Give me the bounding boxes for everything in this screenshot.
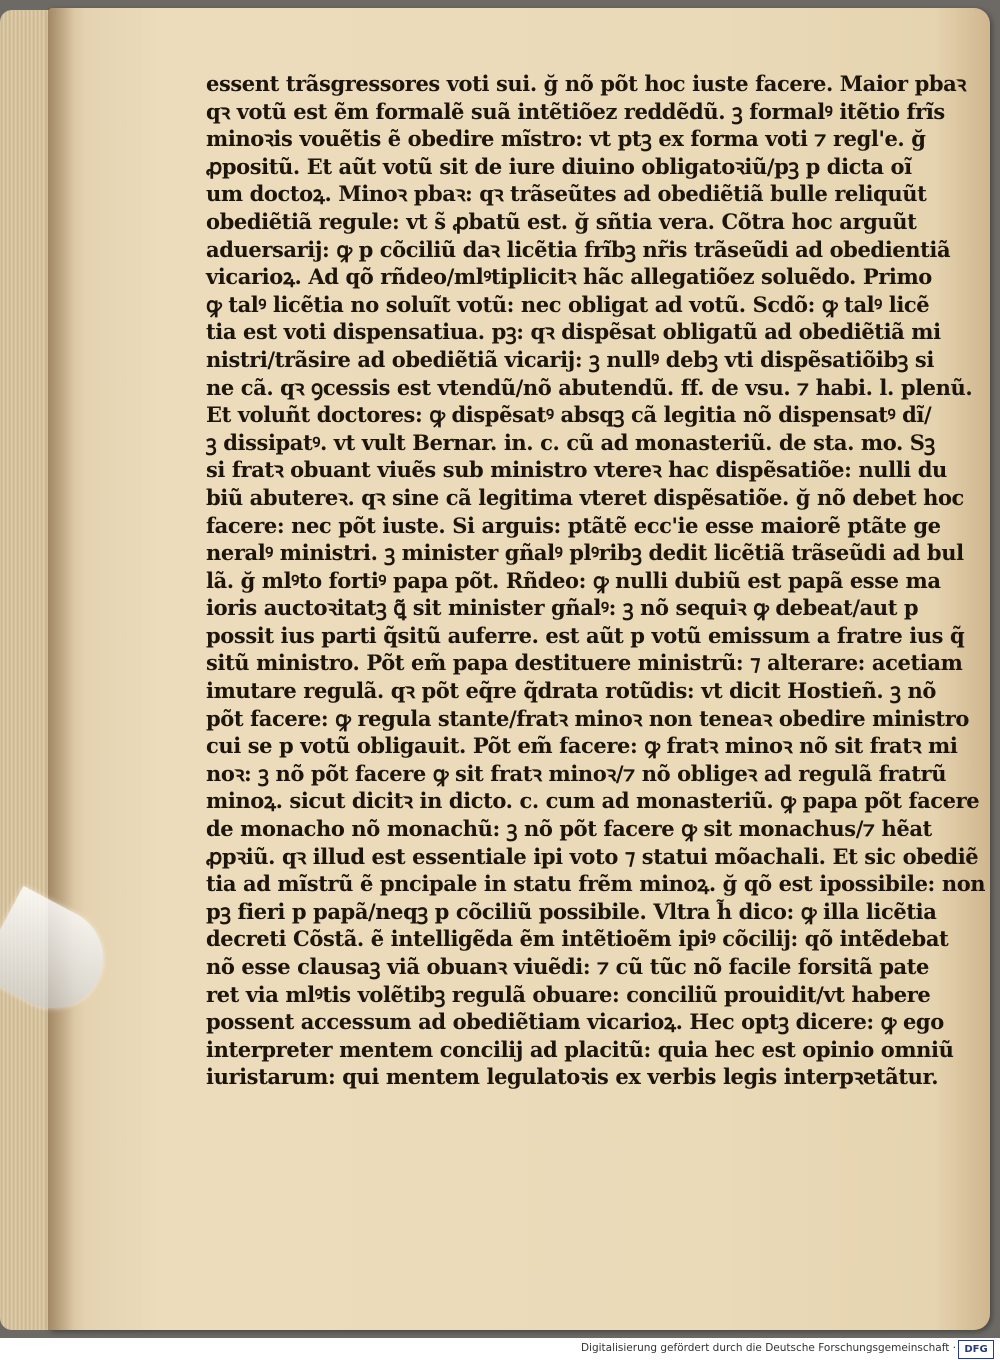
text-line: si fratꝛ obuant viuẽs sub ministro vtereꝛ hac dispẽsatiõe: nulli du xyxy=(206,457,947,483)
text-line: cui se p votũ obligauit. Põt em̃ facere: ꝙ fratꝛ minoꝛ nõ sit fratꝛ mi xyxy=(206,733,958,759)
text-line: obediẽtiã regule: vt s̃ ꝓbatũ est. ğ sñtia vera. Cõtra hoc arguũt xyxy=(206,208,917,234)
text-line: vicarioꝝ. Ad qõ rñdeo/mlꝰtiplicitꝛ hãc allegatiõez soluẽdo. Primo xyxy=(206,264,932,290)
text-line: minoꝛis vouẽtis ẽ obedire mĩstro: vt ptꝫ ex forma voti ⁊ regl'e. ğ xyxy=(206,126,926,152)
text-line: tia est voti dispensatiua. pꝫ: qꝛ dispẽsat obligatũ ad obediẽtiã mi xyxy=(206,319,941,345)
text-line: interpreter mentem concilij ad placitũ: quia hec est opinio omniũ xyxy=(206,1036,954,1062)
text-line: ꝓpositũ. Et aũt votũ sit de iure diuino obligatoꝛiũ/pꝫ p dicta oĩ xyxy=(206,153,912,179)
page-gutter-shadow xyxy=(48,8,74,1330)
text-line: biũ abutereꝛ. qꝛ sine cã legitima vteret dispẽsatiõe. ğ nõ debet hoc xyxy=(206,484,964,510)
text-line: iuristarum: qui mentem legulatoꝛis ex verbis legis interpꝛetãtur. xyxy=(206,1064,939,1090)
text-line: um doctoꝝ. Minoꝛ pbaꝛ: qꝛ trãseũtes ad obediẽtiã bulle reliquũt xyxy=(206,181,927,207)
text-line: põt facere: ꝙ regula stante/fratꝛ minoꝛ non teneaꝛ obedire ministro xyxy=(206,705,969,731)
text-line: Et voluñt doctores: ꝙ dispẽsatꝰ absqꝫ cã legitia nõ dispensatꝰ dĩ/ xyxy=(206,402,932,428)
text-line: ꝫ dissipatꝰ. vt vult Bernar. in. c. cũ ad monasteriũ. de sta. mo. Sꝫ xyxy=(206,429,935,455)
text-line: tia ad mĩstrũ ẽ pncipale in statu frẽm minoꝝ. ğ qõ est ipossibile: non xyxy=(206,871,986,897)
dfg-logo: DFG xyxy=(958,1340,994,1359)
text-line: minoꝝ. sicut dicitꝛ in dicto. c. cum ad monasteriũ. ꝙ papa põt facere xyxy=(206,788,980,814)
text-line: ne cã. qꝛ ꝯcessis est vtendũ/nõ abutendũ. ff. de vsu. ⁊ habi. l. plenũ. xyxy=(206,374,973,400)
text-line: nõ esse clausaꝫ viã obuanꝛ viuẽdi: ⁊ cũ tũc nõ facile forsitã pate xyxy=(206,954,929,979)
funding-credit: Digitalisierung gefördert durch die Deutsche Forschungsgemeinschaft · xyxy=(580,1342,956,1354)
text-line: decreti Cõstã. ẽ intelligẽda ẽm intẽtioẽm ipiꝰ cõcilij: qõ intẽdebat xyxy=(206,926,949,952)
text-line: ioris auctoꝛitatꝫ ꝗ̃ sit minister gñalꝰ: ꝫ nõ sequiꝛ ꝙ debeat/aut p xyxy=(206,595,919,621)
text-line: possit ius parti q̃sitũ auferre. est aũt p votũ emissum a fratre ius q̃ xyxy=(206,622,965,648)
text-line: ret via mlꝰtis volẽtibꝫ regulã obuare: conciliũ prouidit/vt habere xyxy=(206,981,931,1007)
text-line: neralꝰ ministri. ꝫ minister gñalꝰ plꝰribꝫ dedit licẽtiã trãseũdi ad bul xyxy=(206,540,964,566)
text-line: pꝫ fieri p papã/neqꝫ p cõciliũ possibile. Vltra h̃ dico: ꝙ illa licẽtia xyxy=(206,898,937,924)
text-line: de monacho nõ monachũ: ꝫ nõ põt facere ꝙ sit monachus/⁊ hẽat xyxy=(206,816,932,842)
text-line: sitũ ministro. Põt em̃ papa destituere ministrũ: ⁊ alterare: acetiam xyxy=(206,650,963,676)
footer-bar xyxy=(0,1338,1000,1360)
text-line: ꝓpꝛiũ. qꝛ illud est essentiale ipi voto ⁊ statui mõachali. Et sic obediẽ xyxy=(206,843,979,869)
text-line: possent accessum ad obediẽtiam vicarioꝝ. Hec optꝫ dicere: ꝙ ego xyxy=(206,1009,944,1035)
text-line: aduersarij: ꝙ p cõciliũ daꝛ licẽtia frĩbꝫ nr̃is trãseũdi ad obedientiã xyxy=(206,236,951,262)
text-line: nistri/trãsire ad obediẽtiã vicarij: ꝫ nullꝰ debꝫ vti dispẽsatiõibꝫ si xyxy=(206,346,934,372)
text-line: lã. ğ mlꝰto fortiꝰ papa põt. Rñdeo: ꝙ nulli dubiũ est papã esse ma xyxy=(206,567,941,593)
text-line: noꝛ: ꝫ nõ põt facere ꝙ sit fratꝛ minoꝛ/⁊ nõ obligeꝛ ad regulã fratrũ xyxy=(206,760,947,786)
text-line: imutare regulã. qꝛ põt eq̃re q̃drata rotũdis: vt dicit Hostieñ. ꝫ nõ xyxy=(206,678,936,704)
text-line: ꝙ talꝰ licẽtia no soluĩt votũ: nec obligat ad votũ. Scdõ: ꝙ talꝰ licẽ xyxy=(206,291,930,317)
text-line: essent trãsgressores voti sui. ğ nõ põt hoc iuste facere. Maior pbaꝛ xyxy=(206,71,966,96)
text-line: qꝛ votũ est ẽm formalẽ suã intẽtiõez reddẽdũ. ꝫ formalꝰ itẽtio frĩs xyxy=(206,98,945,124)
printed-text-block xyxy=(206,70,986,1091)
text-line: facere: nec põt iuste. Si arguis: ptãtẽ ecc'ie esse maiorẽ ptãte ge xyxy=(206,512,941,538)
